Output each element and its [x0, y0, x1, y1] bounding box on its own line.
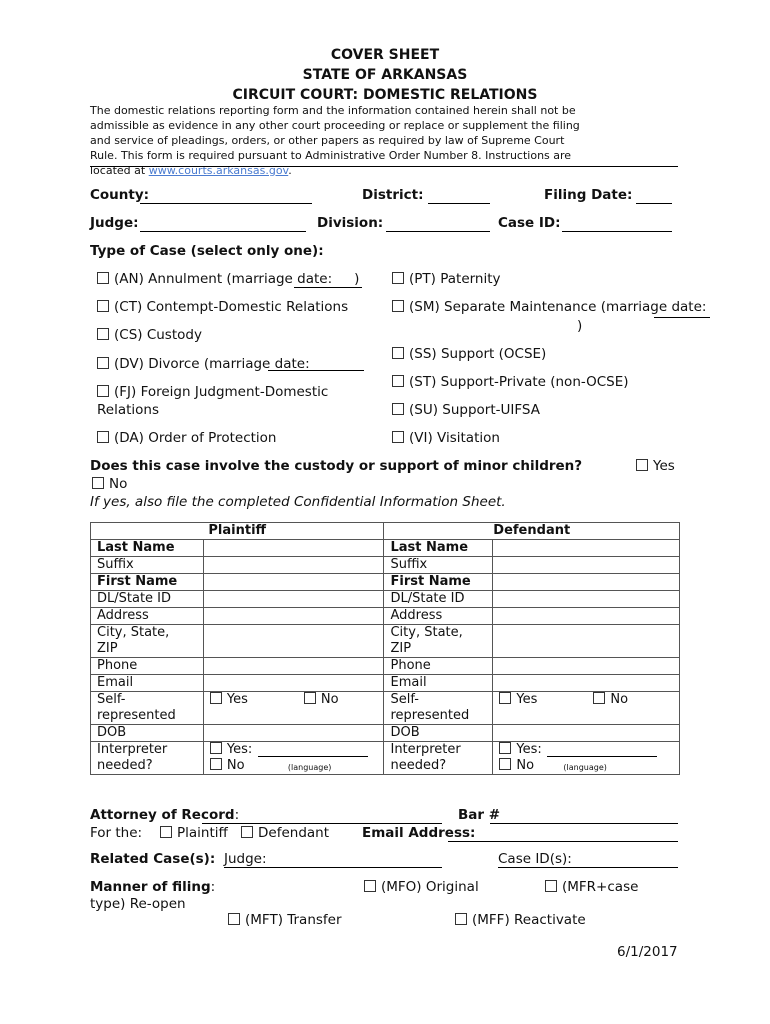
- division-label: Division:: [317, 215, 384, 231]
- plaintiff-city-field[interactable]: [203, 625, 384, 658]
- related-judge-label: Judge:: [224, 851, 267, 867]
- related-case-ids-field[interactable]: [498, 867, 678, 868]
- defendant-self-yes-label: Yes: [516, 692, 538, 707]
- an-marriage-date-field[interactable]: [294, 287, 362, 288]
- manner-mfr-label: (MFR+case: [562, 879, 639, 895]
- defendant-dob-field[interactable]: [493, 725, 680, 742]
- option-st-label: (ST) Support-Private (non-OCSE): [409, 374, 629, 390]
- defendant-language-field[interactable]: [547, 756, 657, 757]
- option-ct[interactable]: [97, 299, 348, 315]
- manner-mfo[interactable]: [364, 879, 479, 895]
- defendant-interp-label: [384, 742, 493, 775]
- checkbox-vi[interactable]: [392, 431, 404, 443]
- option-da[interactable]: [97, 430, 276, 446]
- option-sm-label: (SM) Separate Maintenance (marriage date:: [409, 299, 707, 315]
- defendant-interp-yes[interactable]: [499, 742, 541, 757]
- defendant-self-label: [384, 692, 493, 725]
- option-da-label: (DA) Order of Protection: [114, 430, 277, 446]
- checkbox-st[interactable]: [392, 375, 404, 387]
- attorney-colon: :: [234, 807, 240, 823]
- manner-mft[interactable]: [228, 912, 342, 928]
- defendant-city-label: [384, 625, 493, 658]
- title-court: CIRCUIT COURT: DOMESTIC RELATIONS: [232, 87, 538, 103]
- case-id-field[interactable]: [562, 231, 672, 232]
- defendant-dl-field[interactable]: [493, 591, 680, 608]
- plaintiff-interp-options: [203, 742, 384, 775]
- plaintiff-header: Plaintiff: [91, 523, 384, 540]
- defendant-interp-no-label: No: [516, 758, 535, 773]
- option-vi-label: (VI) Visitation: [409, 430, 500, 446]
- defendant-city-label-2: ZIP: [390, 641, 412, 656]
- defendant-last-name-field[interactable]: [493, 540, 680, 557]
- defendant-suffix-field[interactable]: [493, 557, 680, 574]
- checkbox-mfr[interactable]: [545, 880, 557, 892]
- children-yes-label: Yes: [653, 458, 675, 474]
- related-judge-field[interactable]: [224, 867, 442, 868]
- checkbox-da[interactable]: [97, 431, 109, 443]
- defendant-language-hint: (language): [563, 763, 607, 772]
- checkbox-an[interactable]: [97, 272, 109, 284]
- plaintiff-self-label-2: represented: [97, 708, 176, 723]
- checkbox-su[interactable]: [392, 403, 404, 415]
- checkbox-plaintiff-self-no[interactable]: [304, 692, 316, 704]
- plaintiff-dob-label: DOB: [91, 725, 204, 742]
- table-row: [91, 540, 680, 557]
- manner-label-wrap: [90, 879, 215, 895]
- children-question: Does this case involve the custody or support of minor children?: [90, 458, 583, 474]
- option-st[interactable]: [392, 374, 629, 390]
- table-row: [91, 557, 680, 574]
- checkbox-children-no[interactable]: [92, 477, 104, 489]
- defendant-dob-label: DOB: [384, 725, 493, 742]
- table-row: [91, 523, 680, 540]
- plaintiff-address-field[interactable]: [203, 608, 384, 625]
- county-label: County:: [90, 187, 150, 203]
- plaintiff-dl-field[interactable]: [203, 591, 384, 608]
- division-field[interactable]: [386, 231, 490, 232]
- county-field[interactable]: [140, 203, 312, 204]
- defendant-header: Defendant: [384, 523, 680, 540]
- checkbox-pt[interactable]: [392, 272, 404, 284]
- bar-number-label: Bar #: [458, 807, 501, 823]
- plaintiff-self-yes-label: Yes: [226, 692, 248, 707]
- plaintiff-language-hint: (language): [287, 763, 332, 772]
- option-sm-close: ): [577, 318, 583, 334]
- plaintiff-suffix-field[interactable]: [203, 557, 384, 574]
- manner-mfr[interactable]: [545, 879, 638, 895]
- manner-mff[interactable]: [455, 912, 586, 928]
- defendant-address-label: Address: [384, 608, 493, 625]
- defendant-phone-label: Phone: [384, 658, 493, 675]
- defendant-city-field[interactable]: [493, 625, 680, 658]
- manner-mff-label: (MFF) Reactivate: [472, 912, 586, 928]
- defendant-phone-field[interactable]: [493, 658, 680, 675]
- bar-number-field[interactable]: [490, 823, 678, 824]
- plaintiff-last-name-label: Last Name: [91, 540, 204, 557]
- defendant-email-field[interactable]: [493, 675, 680, 692]
- sm-marriage-date-field[interactable]: [654, 317, 710, 318]
- checkbox-defendant-interp-no[interactable]: [499, 758, 511, 770]
- defendant-self-label-2: represented: [390, 708, 470, 723]
- attorney-label: Attorney of Record: [90, 807, 235, 823]
- defendant-interp-no[interactable]: [499, 758, 534, 773]
- checkbox-mft[interactable]: [228, 913, 240, 925]
- filing-date-field[interactable]: [636, 203, 672, 204]
- plaintiff-interp-label: [91, 742, 204, 775]
- checkbox-dv[interactable]: [97, 357, 109, 369]
- option-cs-label: (CS) Custody: [114, 327, 202, 343]
- defendant-self-yes[interactable]: [499, 692, 537, 707]
- defendant-suffix-label: Suffix: [384, 557, 493, 574]
- plaintiff-city-label: [91, 625, 204, 658]
- option-pt-label: (PT) Paternity: [409, 271, 501, 287]
- defendant-self-no-label: No: [610, 692, 629, 707]
- attorney-for-plaintiff[interactable]: [160, 825, 228, 841]
- plaintiff-interp-yes[interactable]: [210, 742, 252, 757]
- table-row: [91, 591, 680, 608]
- district-label: District:: [362, 187, 424, 203]
- option-an[interactable]: [97, 271, 359, 287]
- option-ct-label: (CT) Contempt-Domestic Relations: [114, 299, 349, 315]
- checkbox-plaintiff-interp-yes[interactable]: [210, 742, 222, 754]
- checkbox-fj[interactable]: [97, 385, 109, 397]
- option-an-label: (AN) Annulment (marriage date:: [114, 271, 333, 287]
- option-fj-label-2: Relations: [97, 402, 159, 418]
- plaintiff-self-label: [91, 692, 204, 725]
- defendant-interp-label-1: Interpreter: [390, 742, 461, 757]
- defendant-first-name-field[interactable]: [493, 574, 680, 591]
- table-row: [91, 675, 680, 692]
- option-dv-label: (DV) Divorce (marriage date:: [114, 356, 310, 372]
- attorney-for-defendant-label: Defendant: [258, 825, 330, 841]
- plaintiff-self-label-1: Self-: [97, 692, 126, 707]
- option-vi[interactable]: [392, 430, 500, 446]
- defendant-interp-label-2: needed?: [390, 758, 447, 773]
- table-row: [91, 658, 680, 675]
- case-id-label: Case ID:: [498, 215, 561, 231]
- option-su[interactable]: [392, 402, 540, 418]
- defendant-last-name-label: Last Name: [384, 540, 493, 557]
- manner-mft-label: (MFT) Transfer: [245, 912, 342, 928]
- plaintiff-email-label: Email: [91, 675, 204, 692]
- plaintiff-address-label: Address: [91, 608, 204, 625]
- plaintiff-interp-yes-label: Yes:: [226, 742, 253, 757]
- plaintiff-language-field[interactable]: [258, 756, 368, 757]
- option-ss[interactable]: [392, 346, 546, 362]
- defendant-self-options: [493, 692, 680, 725]
- plaintiff-last-name-field[interactable]: [203, 540, 384, 557]
- defendant-email-label: Email: [384, 675, 493, 692]
- plaintiff-first-name-label: First Name: [91, 574, 204, 591]
- plaintiff-suffix-label: Suffix: [91, 557, 204, 574]
- checkbox-ss[interactable]: [392, 347, 404, 359]
- attorney-for-defendant[interactable]: [241, 825, 329, 841]
- checkbox-cs[interactable]: [97, 328, 109, 340]
- related-cases-label: Related Case(s):: [90, 851, 216, 867]
- case-type-heading: Type of Case (select only one):: [90, 243, 324, 259]
- plaintiff-phone-label: Phone: [91, 658, 204, 675]
- plaintiff-self-yes[interactable]: [210, 692, 248, 707]
- manner-colon: :: [210, 879, 216, 895]
- plaintiff-first-name-field[interactable]: [203, 574, 384, 591]
- checkbox-mff[interactable]: [455, 913, 467, 925]
- attorney-field[interactable]: [202, 823, 442, 824]
- judge-label: Judge:: [90, 215, 139, 231]
- option-sm[interactable]: [392, 299, 706, 315]
- option-su-label: (SU) Support-UIFSA: [409, 402, 540, 418]
- table-row: [91, 742, 680, 775]
- defendant-dl-label: DL/State ID: [384, 591, 493, 608]
- judge-field[interactable]: [140, 231, 306, 232]
- title-cover-sheet: COVER SHEET: [330, 47, 440, 63]
- plaintiff-dl-label: DL/State ID: [91, 591, 204, 608]
- attorney-label-wrap: [90, 807, 239, 823]
- plaintiff-interp-label-2: needed?: [97, 758, 153, 773]
- attorney-for-plaintiff-label: Plaintiff: [177, 825, 228, 841]
- option-fj-label: (FJ) Foreign Judgment-Domestic: [114, 384, 329, 400]
- checkbox-ct[interactable]: [97, 300, 109, 312]
- checkbox-plaintiff-interp-no[interactable]: [210, 758, 222, 770]
- checkbox-plaintiff-self-yes[interactable]: [210, 692, 222, 704]
- plaintiff-self-options: [203, 692, 384, 725]
- table-row: [91, 574, 680, 591]
- option-pt[interactable]: [392, 271, 501, 287]
- plaintiff-email-field[interactable]: [203, 675, 384, 692]
- checkbox-defendant-interp-yes[interactable]: [499, 742, 511, 754]
- children-no[interactable]: [92, 476, 127, 492]
- defendant-city-label-1: City, State,: [390, 625, 463, 640]
- email-address-label: Email Address:: [362, 825, 476, 841]
- notice-period: .: [288, 164, 292, 177]
- defendant-self-label-1: Self-: [390, 692, 419, 707]
- plaintiff-dob-field[interactable]: [203, 725, 384, 742]
- revision-date: 6/1/2017: [617, 944, 678, 960]
- parties-table: [90, 522, 680, 775]
- district-field[interactable]: [428, 203, 490, 204]
- courts-link[interactable]: www.courts.arkansas.gov: [148, 164, 289, 177]
- checkbox-mfo[interactable]: [364, 880, 376, 892]
- option-ss-label: (SS) Support (OCSE): [409, 346, 547, 362]
- option-an-close: ): [354, 271, 360, 287]
- children-no-label: No: [109, 476, 128, 492]
- plaintiff-city-label-1: City, State,: [97, 625, 170, 640]
- table-row: [91, 725, 680, 742]
- email-address-field[interactable]: [448, 841, 678, 842]
- defendant-address-field[interactable]: [493, 608, 680, 625]
- defendant-first-name-label: First Name: [384, 574, 493, 591]
- table-row: [91, 608, 680, 625]
- plaintiff-interp-label-1: Interpreter: [97, 742, 168, 757]
- checkbox-attorney-defendant[interactable]: [241, 826, 253, 838]
- manner-label: Manner of filing: [90, 879, 211, 895]
- checkbox-children-yes[interactable]: [636, 459, 648, 471]
- related-case-ids-label: Case ID(s):: [498, 851, 572, 867]
- children-note: If yes, also file the completed Confidential Information Sheet.: [90, 494, 506, 510]
- dv-marriage-date-field[interactable]: [268, 370, 364, 371]
- plaintiff-interp-no[interactable]: [210, 758, 245, 773]
- option-fj[interactable]: [97, 384, 328, 400]
- defendant-interp-yes-label: Yes:: [516, 742, 542, 757]
- option-cs[interactable]: [97, 327, 202, 343]
- plaintiff-self-no[interactable]: [304, 692, 339, 707]
- defendant-interp-options: [493, 742, 680, 775]
- checkbox-sm[interactable]: [392, 300, 404, 312]
- children-yes[interactable]: [636, 458, 675, 474]
- checkbox-defendant-self-no[interactable]: [593, 692, 605, 704]
- plaintiff-self-no-label: No: [320, 692, 339, 707]
- title-state: STATE OF ARKANSAS: [302, 67, 468, 83]
- manner-mfo-label: (MFO) Original: [381, 879, 479, 895]
- header-rule: [90, 166, 678, 167]
- for-the-label: For the:: [90, 825, 143, 841]
- table-row: [91, 692, 680, 725]
- plaintiff-interp-no-label: No: [226, 758, 245, 773]
- plaintiff-phone-field[interactable]: [203, 658, 384, 675]
- checkbox-attorney-plaintiff[interactable]: [160, 826, 172, 838]
- filing-date-label: Filing Date:: [544, 187, 633, 203]
- defendant-self-no[interactable]: [593, 692, 628, 707]
- checkbox-defendant-self-yes[interactable]: [499, 692, 511, 704]
- table-row: [91, 625, 680, 658]
- notice-body: The domestic relations reporting form and the information contained herein shall not be admissible as evidence in any other court proceeding or replace or supplement the filing and service of pleadings, orders, or other papers as required by law of Supreme Court Rule. This form is required pursuant to Administrative Order Number 8. Instructions are located at: [90, 104, 580, 177]
- manner-mfr-label-2: type) Re-open: [90, 896, 186, 912]
- plaintiff-city-label-2: ZIP: [97, 641, 118, 656]
